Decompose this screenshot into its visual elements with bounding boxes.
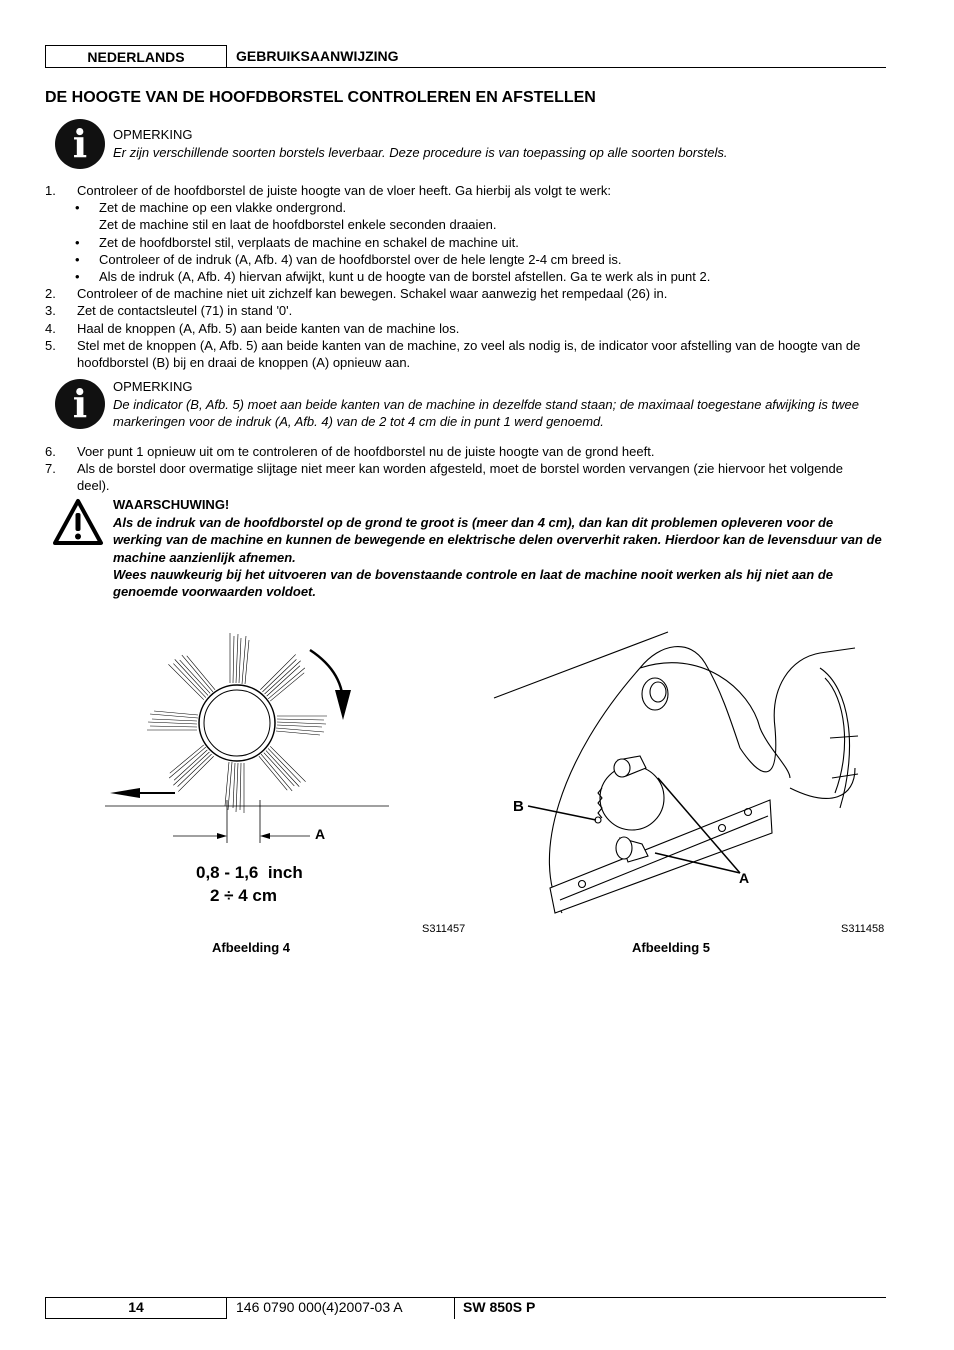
note1-label: OPMERKING <box>113 127 193 142</box>
sub-item-text: Zet de machine op een vlakke ondergrond. <box>99 200 347 216</box>
step-number: 6. <box>45 444 56 459</box>
info-icon: i <box>55 119 105 169</box>
figure5-code: S311458 <box>841 923 885 935</box>
bullet: • <box>75 269 80 285</box>
section-title: DE HOOGTE VAN DE HOOFDBORSTEL CONTROLEREN EN AFSTELLEN <box>45 89 596 106</box>
sub-item-text: Zet de machine stil en laat de hoofdborstel enkele seconden draaien. <box>99 217 497 233</box>
sub-item <box>45 251 875 268</box>
figure4-dimension-inch: 0,8 - 1,6 inch <box>196 863 303 882</box>
list-item <box>45 460 875 494</box>
figure5-machine-diagram <box>490 628 860 918</box>
figure4-code: S311457 <box>422 923 466 935</box>
figure4-label-a: A <box>315 826 326 842</box>
header-rule <box>227 67 886 68</box>
footer-model: SW 850S P <box>463 1299 536 1315</box>
step-number: 4. <box>45 320 56 336</box>
bullet: • <box>75 251 80 267</box>
list-item <box>45 320 875 337</box>
warning-icon <box>52 498 104 546</box>
sub-item <box>45 199 875 216</box>
figure4-dimension-cm: 2 ÷ 4 cm <box>210 886 277 905</box>
list-item <box>45 443 875 460</box>
note2-text: De indicator (B, Afb. 5) moet aan beide kanten van de machine in dezelfde stand staan; de maximaal toegestane afwijking is twee markeringen voor de indruk (A, Afb. 4) van de 2 tot 4 cm die in punt 1 werd genoemd. <box>113 397 860 429</box>
footer-page-number: 14 <box>45 1297 227 1319</box>
brush-core <box>199 685 275 761</box>
sub-item-text: Als de indruk (A, Afb. 4) hiervan afwijkt, kunt u de hoogte van de borstel afstellen. Ga te werk als in punt 2. <box>99 269 711 285</box>
bullet: • <box>75 200 80 216</box>
step-number: 5. <box>45 337 56 353</box>
warning-text-2: Wees nauwkeurig bij het uitvoeren van de bovenstaande controle en laat de machine nooit werken als hij niet aan de genoemde voorwaarden voldoet. <box>113 567 834 600</box>
figure5-label-b: B <box>513 798 524 815</box>
list-item <box>45 302 875 319</box>
sub-item-text: Controleer of de indruk (A, Afb. 4) van de hoofdborstel over de hele lengte 2-4 cm breed is. <box>99 251 622 267</box>
steps-list <box>45 182 875 371</box>
step-number: 7. <box>45 461 56 477</box>
step-text: Stel met de knoppen (A, Afb. 5) aan beide kanten van de machine, zo veel als nodig is, de indicator voor afstelling van de hoogte van de hoofdborstel (B) bij en draai de knoppen (A) opnieuw aan. <box>77 337 861 371</box>
step-number: 3. <box>45 303 56 319</box>
figure5-caption: Afbeelding 5 <box>632 940 711 955</box>
step-text: Zet de contactsleutel (71) in stand '0'. <box>77 303 293 319</box>
sub-item <box>45 216 875 233</box>
list-item <box>45 337 875 371</box>
warning-label: WAARSCHUWING! <box>113 497 230 512</box>
sub-item <box>45 234 875 251</box>
steps-list-continued <box>45 443 875 495</box>
note1-text: Er zijn verschillende soorten borstels leverbaar. Deze procedure is van toepassing op alle soorten borstels. <box>113 145 728 160</box>
footer-document-number: 146 0790 000(4)2007-03 A <box>236 1299 403 1315</box>
step-text: Voer punt 1 opnieuw uit om te controleren of de hoofdborstel nu de juiste hoogte van de grond heeft. <box>77 444 655 459</box>
figure4-brush-diagram <box>105 628 405 848</box>
warning-text-1: Als de indruk van de hoofdborstel op de grond te groot is (meer dan 4 cm), dan kan dit problemen opleveren voor de werking van de machine en kunnen de bewegende en elektrische delen oververhit raken. Hierdoor kan de levensduur van de machine aanzienlijk afnemen. <box>113 515 882 565</box>
step-number: 2. <box>45 286 56 302</box>
step-text: Haal de knoppen (A, Afb. 5) aan beide kanten van de machine los. <box>77 320 460 336</box>
step-number: 1. <box>45 183 56 198</box>
header-manual-title: GEBRUIKSAANWIJZING <box>236 48 399 64</box>
figure5-label-a: A <box>739 870 750 886</box>
step-text: Controleer of de hoofdborstel de juiste hoogte van de vloer heeft. Ga hierbij als volgt te werk: <box>77 183 612 198</box>
sub-item-text: Zet de hoofdborstel stil, verplaats de machine en schakel de machine uit. <box>99 234 519 250</box>
list-item <box>45 182 875 199</box>
note2-label: OPMERKING <box>113 379 193 394</box>
footer-separator <box>454 1297 455 1319</box>
sub-item <box>45 268 875 285</box>
list-item <box>45 285 875 302</box>
step-text: Controleer of de machine niet uit zichzelf kan bewegen. Schakel waar aanwezig het rempedaal (26) in. <box>77 286 668 302</box>
figure4-caption: Afbeelding 4 <box>212 940 291 955</box>
header-language: NEDERLANDS <box>45 45 227 68</box>
step-text: Als de borstel door overmatige slijtage niet meer kan worden afgesteld, moet de borstel worden vervangen (zie hiervoor het volgende deel). <box>77 461 843 494</box>
leader-b <box>528 806 596 820</box>
info-icon: i <box>55 379 105 429</box>
bullet: • <box>75 234 80 250</box>
bullet <box>75 216 99 233</box>
